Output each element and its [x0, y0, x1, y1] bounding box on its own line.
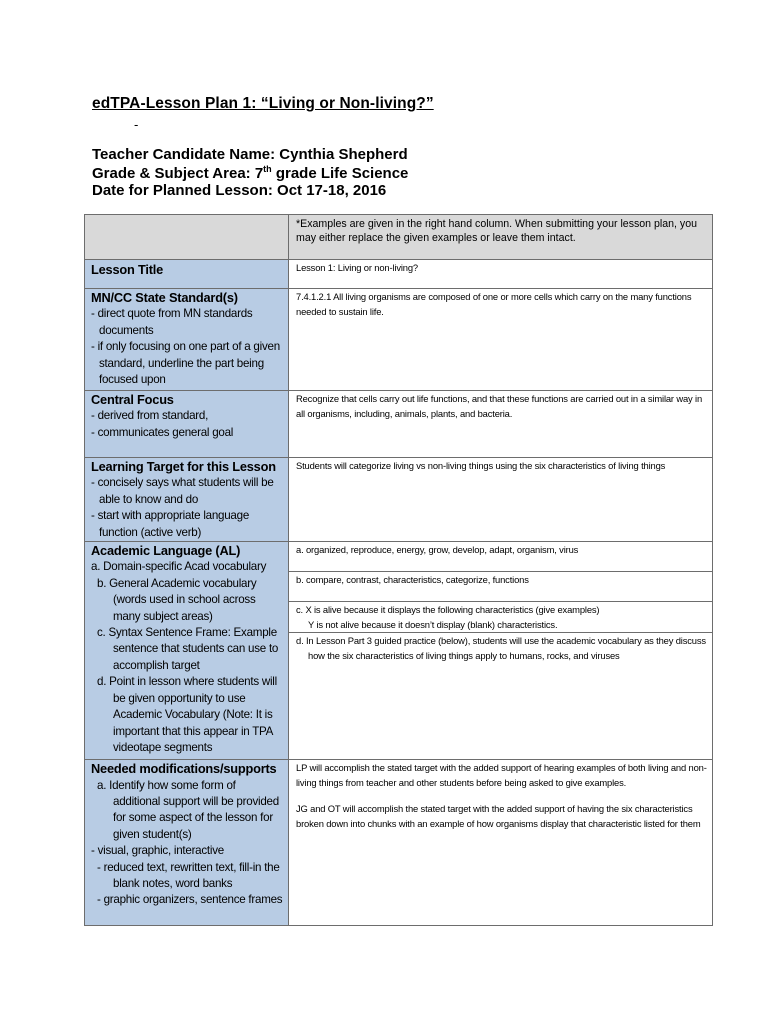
central-focus-hint-1: - derived from standard, — [91, 409, 209, 423]
note-left-cell — [85, 215, 289, 260]
modifications-hint-3: - graphic organizers, sentence frames — [97, 893, 283, 907]
academic-language-row-a — [85, 542, 713, 572]
grade-prefix: Grade & Subject Area: 7 — [92, 165, 264, 182]
academic-language-domain: a. organized, reproduce, energy, grow, develop, adapt, organism, virus — [289, 542, 713, 572]
modifications-spacer — [296, 790, 707, 802]
academic-language-syntax-1: c. X is alive because it displays the following characteristics (give examples) — [296, 604, 600, 616]
academic-language-hint-c: c. Syntax Sentence Frame: Example sentence that students can use to accomplish target — [97, 626, 279, 672]
grade-superscript: th — [263, 164, 272, 174]
modifications-hint-2: - reduced text, rewritten text, fill-in the blank notes, word banks — [97, 860, 280, 891]
examples-note: *Examples are given in the right hand column. When submitting your lesson plan, you may either replace the given examples or leave them intact. — [289, 215, 713, 260]
learning-target-label: Learning Target for this Lesson — [91, 459, 276, 474]
learning-target-hint-2: - start with appropriate language function (active verb) — [91, 509, 250, 539]
planned-date: Date for Planned Lesson: Oct 17-18, 2016 — [92, 182, 387, 199]
learning-target-row — [85, 458, 713, 542]
lesson-title-row — [85, 260, 713, 289]
academic-language-syntax-2: Y is not alive because it doesn’t display (blank) characteristics. — [308, 618, 558, 630]
academic-language-hint-b: b. General Academic vocabulary (words used in school across many subject areas) — [97, 576, 257, 623]
central-focus-value: Recognize that cells carry out life functions, and that these functions are carried out in a similar way in all organisms, including, animals, plants, and bacteria. — [289, 391, 713, 458]
modifications-hint-1: - visual, graphic, interactive — [91, 844, 224, 858]
learning-target-hint-1: - concisely says what students will be able to know and do — [91, 476, 274, 506]
academic-language-syntax-cell — [289, 602, 713, 633]
academic-language-point-text: d. In Lesson Part 3 guided practice (below), students will use the academic vocabulary as they discuss how the six characteristics of living things apply to humans, rocks, and viruses — [296, 635, 706, 661]
modifications-label: Needed modifications/supports — [91, 761, 277, 777]
standard-label: MN/CC State Standard(s) — [91, 290, 238, 305]
modifications-row — [85, 760, 713, 926]
modifications-value-cell — [289, 760, 713, 926]
lesson-title-value: Lesson 1: Living or non-living? — [289, 260, 713, 289]
learning-target-label-cell — [85, 458, 289, 542]
standard-hint-2: - if only focusing on one part of a given standard, underline the part being focused upon — [91, 340, 280, 387]
learning-target-value: Students will categorize living vs non-living things using the six characteristics of living things — [289, 458, 713, 542]
central-focus-label-cell — [85, 391, 289, 458]
grade-subject — [92, 164, 408, 182]
central-focus-label: Central Focus — [91, 392, 174, 407]
modifications-value-2: JG and OT will accomplish the stated target with the added support of having the six characteristics broken down into chunks with an example of how organisms display that characteristic listed for them — [296, 803, 701, 829]
grade-suffix: grade Life Science — [271, 165, 409, 182]
teacher-name: Teacher Candidate Name: Cynthia Shepherd — [92, 146, 408, 163]
lesson-title-label-cell — [85, 260, 289, 289]
modifications-value-1: LP will accomplish the stated target with the added support of hearing examples of both living and non-living things from teacher and other students before being asked to give examples. — [296, 762, 707, 788]
note-row — [85, 215, 713, 260]
document-title: edTPA-Lesson Plan 1: “Living or Non-living?” — [92, 95, 434, 112]
academic-language-point — [289, 633, 713, 760]
lesson-title-label: Lesson Title — [91, 262, 164, 277]
modifications-label-cell — [85, 760, 289, 926]
modifications-hint-a: a. Identify how some form of additional support will be provided for some aspect of the lesson for given student(s) — [97, 778, 279, 841]
lesson-plan-table — [84, 214, 713, 926]
standard-row — [85, 289, 713, 391]
standard-label-cell — [85, 289, 289, 391]
academic-language-hint-a: a. Domain-specific Acad vocabulary — [91, 560, 267, 574]
dash-mark: - — [134, 117, 139, 132]
academic-language-hint-d: d. Point in lesson where students will be given opportunity to use Academic Vocabulary (Note: It is important that this appear in TPA videotape segments — [97, 675, 277, 754]
academic-language-label-cell — [85, 542, 289, 760]
academic-language-general: b. compare, contrast, characteristics, categorize, functions — [289, 572, 713, 602]
central-focus-hint-2: - communicates general goal — [91, 425, 234, 439]
standard-value: 7.4.1.2.1 All living organisms are composed of one or more cells which carry on the many functions needed to sustain life. — [289, 289, 713, 391]
academic-language-label: Academic Language (AL) — [91, 543, 241, 559]
standard-hint-1: - direct quote from MN standards documents — [91, 307, 253, 337]
central-focus-row — [85, 391, 713, 458]
